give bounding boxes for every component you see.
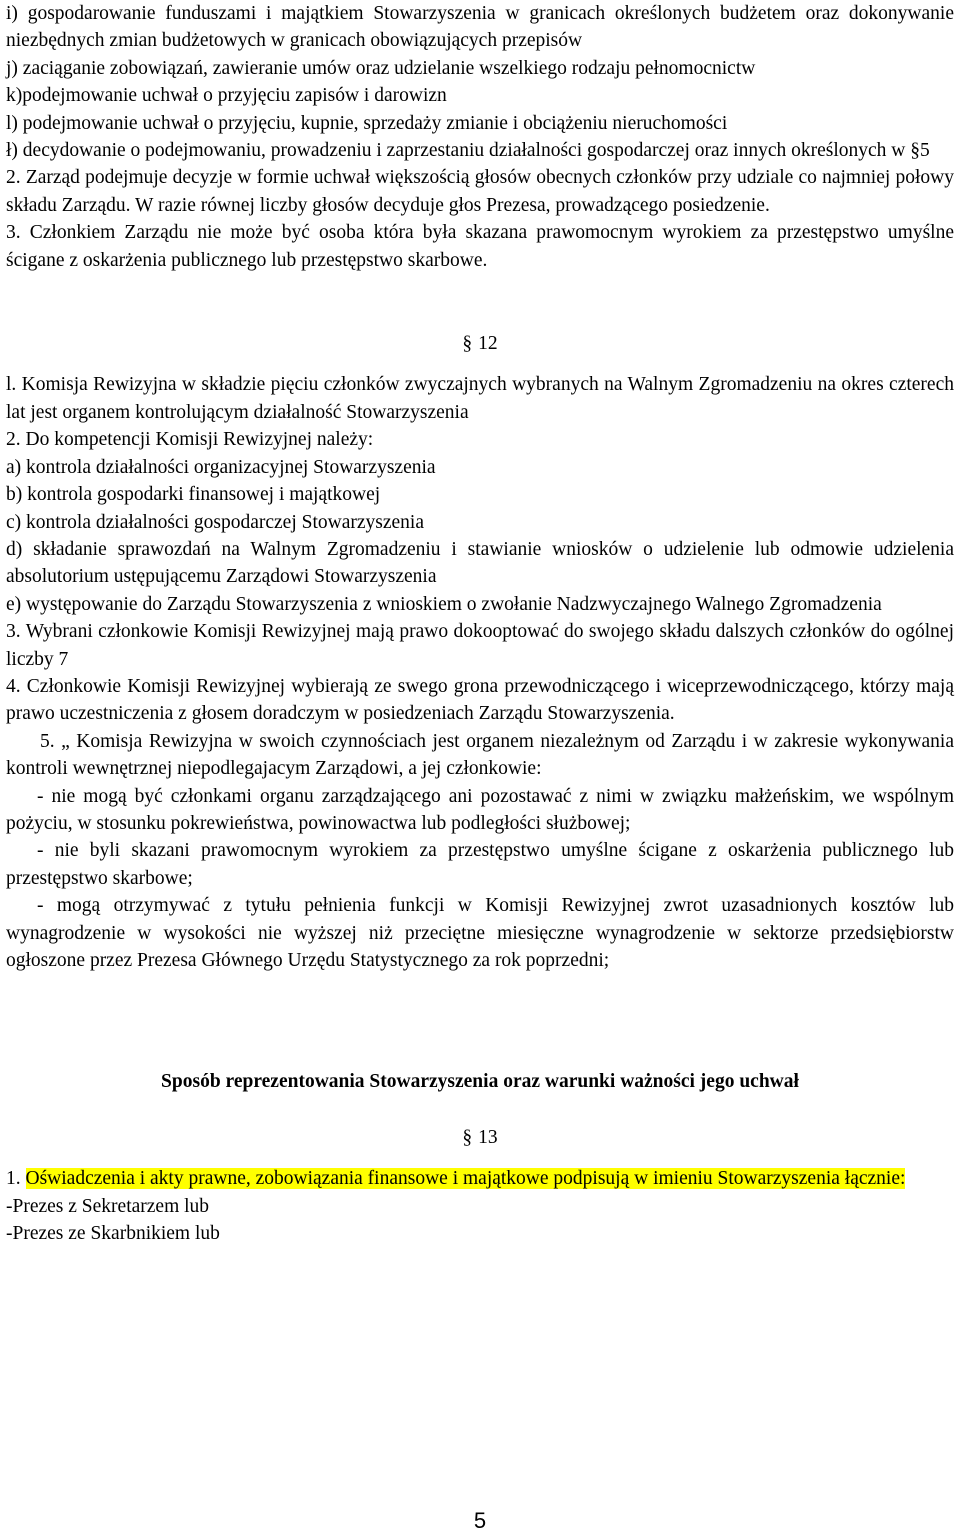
section-symbol: § <box>462 333 473 355</box>
s12-point-5: 5. „ Komisja Rewizyjna w swoich czynnościach jest organem niezależnym od Zarządu i w zakresie wykonywania kontroli wewnętrznej niepodlegajacym Zarządowi, a jej członkowie: <box>6 730 954 780</box>
item-k: k)podejmowanie uchwał o przyjęciu zapisów i darowizn <box>6 85 447 107</box>
s12-point-4: 4. Członkowie Komisji Rewizyjnej wybierają ze swego grona przewodniczącego i wiceprzewodniczącego, którzy mają prawo uczestniczenia z głosem doradczym w posiedzeniach Zarządu Stowarzyszenia. <box>6 675 954 725</box>
s12-point-2: 2. Do kompetencji Komisji Rewizyjnej należy: <box>6 429 374 451</box>
s12-item-b: b) kontrola gospodarki finansowej i majątkowej <box>6 484 381 506</box>
section-top <box>6 0 954 274</box>
s12-item-a: a) kontrola działalności organizacyjnej Stowarzyszenia <box>6 456 436 478</box>
chapter-heading: Sposób reprezentowania Stowarzyszenia oraz warunki ważności jego uchwał <box>161 1071 799 1093</box>
s12-item-d: d) składanie sprawozdań na Walnym Zgromadzeniu i stawianie wniosków o udzielenie lub odmowie udzielenia absolutorium ustępującemu Zarządowi Stowarzyszenia <box>6 538 954 588</box>
s12-item-c: c) kontrola działalności gospodarczej Stowarzyszenia <box>6 511 425 533</box>
page-number: 5 <box>473 1508 487 1533</box>
s12-item-e: e) występowanie do Zarządu Stowarzyszenia z wnioskiem o zwołanie Nadzwyczajnego Walnego Zgromadzenia <box>6 593 882 615</box>
paragraph-12-heading <box>6 330 954 357</box>
s13-option-1: -Prezes z Sekretarzem lub <box>6 1195 210 1217</box>
s13-point-1-number: 1. <box>6 1168 21 1190</box>
s12-point-3: 3. Wybrani członkowie Komisji Rewizyjnej mają prawo dokooptować do swojego składu dalszych członków do ogólnej liczby 7 <box>6 621 954 670</box>
paragraph-13-heading <box>6 1124 954 1151</box>
point-3: 3. Członkiem Zarządu nie może być osoba która była skazana prawomocnym wyrokiem za przestępstwo umyślne ścigane z oskarżenia publicznego lub przestępstwo skarbowe. <box>6 222 954 271</box>
s13-option-2: -Prezes ze Skarbnikiem lub <box>6 1223 220 1245</box>
paragraph-number: 13 <box>478 1126 498 1148</box>
paragraph-number: 12 <box>478 333 498 355</box>
point-2: 2. Zarząd podejmuje decyzje w formie uchwał większością głosów obecnych członków przy udziale co najmniej połowy składu Zarządu. W razie równej liczby głosów decyduje głos Prezesa, prowadzącego posiedzenie. <box>6 167 954 216</box>
item-j: j) zaciąganie zobowiązań, zawieranie umów oraz udzielanie wszelkiego rodzaju pełnomocnictw <box>6 57 756 79</box>
item-l-stroke: ł) decydowanie o podejmowaniu, prowadzeniu i zaprzestaniu działalności gospodarczej oraz innych określonych w §5 <box>6 140 930 162</box>
highlighted-text: Oświadczenia i akty prawne, zobowiązania finansowe i majątkowe podpisują w imieniu Stowarzyszenia łącznie: <box>25 1168 906 1190</box>
item-l: l) podejmowanie uchwał o przyjęciu, kupnie, sprzedaży zmianie i obciążeniu nieruchomości <box>6 112 728 134</box>
section-12 <box>6 330 954 974</box>
s12-dash-3: - mogą otrzymywać z tytułu pełnienia funkcji w Komisji Rewizyjnej zwrot uzasadnionych kosztów lub wynagrodzenie w wysokości nie wyższej niż przeciętne miesięczne wynagrodzenie w sektorze przedsiębiorstw ogłoszone przez Prezesa Głównego Urzędu Statystycznego za rok poprzedni; <box>6 895 954 971</box>
s13-point-1 <box>6 1165 954 1192</box>
s12-dash-1: - nie mogą być członkami organu zarządzającego ani pozostawać z nimi w związku małżeńskim, we wspólnym pożyciu, w stosunku pokrewieństwa, powinowactwa lub podległości służbowej; <box>6 785 954 834</box>
item-i: i) gospodarowanie funduszami i majątkiem Stowarzyszenia w granicach określonych budżetem oraz dokonywanie niezbędnych zmian budżetowych w granicach obowiązujących przepisów <box>6 3 954 52</box>
section-13 <box>6 1124 954 1248</box>
s12-dash-2: - nie byli skazani prawomocnym wyrokiem za przestępstwo umyślne ścigane z oskarżenia publicznego lub przestępstwo skarbowe; <box>6 840 954 889</box>
s12-point-1: l. Komisja Rewizyjna w składzie pięciu członków zwyczajnych wybranych na Walnym Zgromadzeniu na okres czterech lat jest organem kontrolującym działalność Stowarzyszenia <box>6 374 954 423</box>
section-symbol: § <box>462 1126 473 1148</box>
